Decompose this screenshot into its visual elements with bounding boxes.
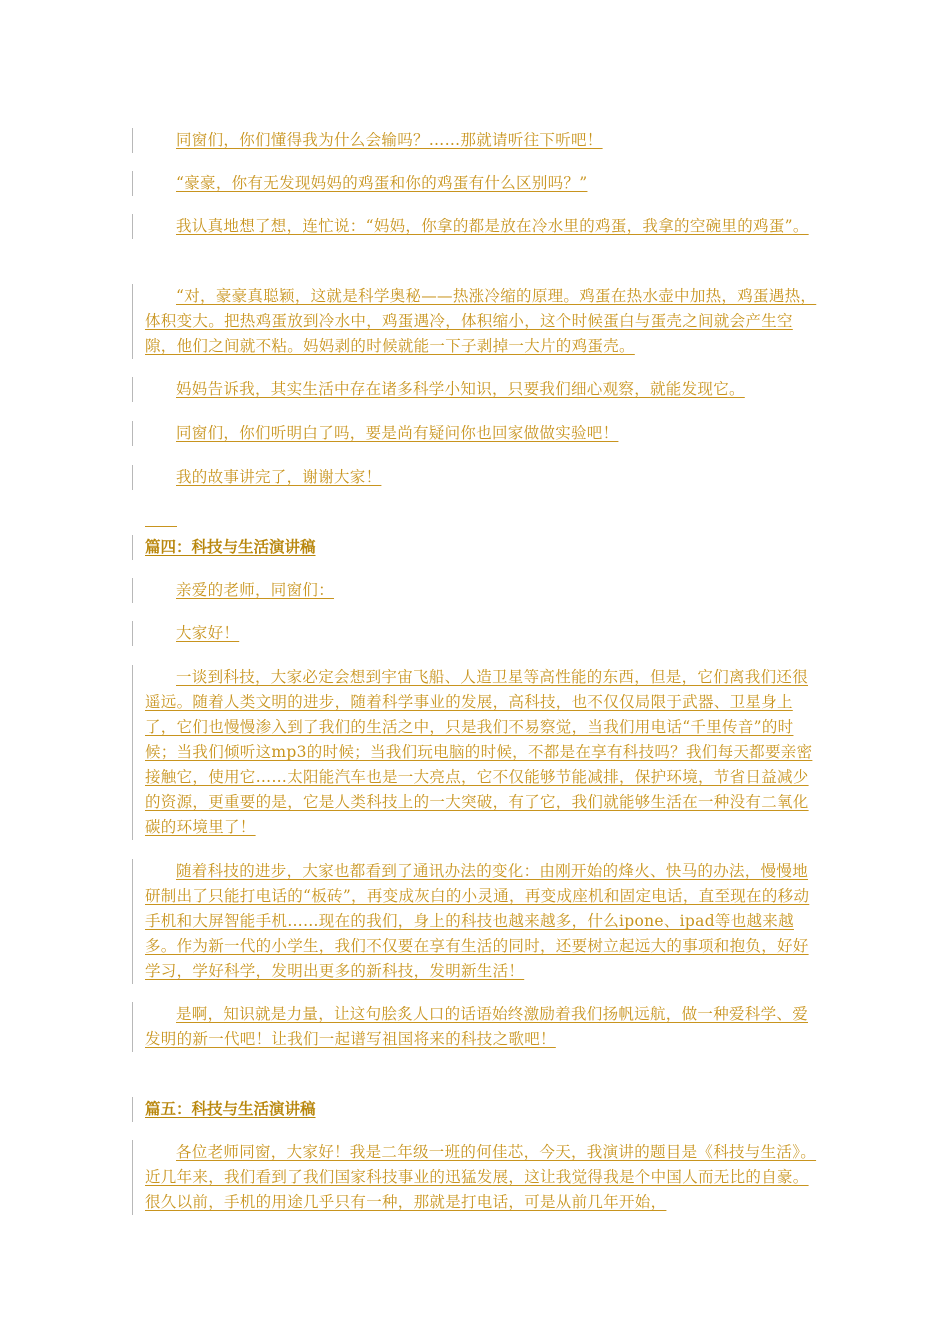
paragraph-text: 我认真地想了想，连忙说：“妈妈，你拿的都是放在冷水里的鸡蛋，我拿的空碗里的鸡蛋”。 xyxy=(176,217,809,235)
paragraph xyxy=(145,859,822,984)
paragraph-text: 同窗们，你们听明白了吗，要是尚有疑问你也回家做做实验吧！ xyxy=(176,424,619,442)
paragraph xyxy=(145,377,822,402)
section-heading-text: 篇四：科技与生活演讲稿 xyxy=(145,538,316,556)
paragraph-block xyxy=(132,214,822,239)
paragraph xyxy=(145,171,822,196)
paragraph-text: 妈妈告诉我，其实生活中存在诸多科学小知识，只要我们细心观察，就能发现它。 xyxy=(176,380,745,398)
section-divider xyxy=(145,526,177,527)
section-heading xyxy=(145,535,822,560)
paragraph-block xyxy=(132,284,822,359)
paragraph-block xyxy=(132,578,822,603)
paragraph xyxy=(145,421,822,446)
paragraph xyxy=(145,621,822,646)
paragraph xyxy=(145,578,822,603)
paragraph-text: 各位老师同窗，大家好！我是二年级一班的何佳芯，今天，我演讲的题目是《科技与生活》。近几年来，我们看到了我们国家科技事业的迅猛发展，这让我觉得我是个中国人而无比的自豪。很久以前，手机的用途几乎只有一种，那就是打电话，可是从前几年开始， xyxy=(145,1143,817,1211)
paragraph-block xyxy=(132,128,822,153)
paragraph-block xyxy=(132,859,822,984)
paragraph-block xyxy=(132,1002,822,1052)
paragraph-text: 亲爱的老师，同窗们： xyxy=(176,581,335,599)
section-heading-block xyxy=(132,535,822,560)
paragraph xyxy=(145,665,822,840)
paragraph xyxy=(145,1140,822,1215)
paragraph-text: “对，豪豪真聪颖，这就是科学奥秘——热涨冷缩的原理。鸡蛋在热水壶中加热，鸡蛋遇热，体积变大。把热鸡蛋放到冷水中，鸡蛋遇冷，体积缩小，这个时候蛋白与蛋壳之间就会产生空隙，他们之间就不粘。妈妈剥的时候就能一下子剥掉一大片的鸡蛋壳。 xyxy=(145,287,817,355)
paragraph-block xyxy=(132,665,822,840)
paragraph-block xyxy=(132,421,822,446)
paragraph xyxy=(145,465,822,490)
paragraph-text: “豪豪，你有无发现妈妈的鸡蛋和你的鸡蛋有什么区别吗？” xyxy=(176,174,588,192)
paragraph-text: 是啊，知识就是力量，让这句脍炙人口的话语始终激励着我们扬帆远航，做一种爱科学、爱发明的新一代吧！让我们一起谱写祖国将来的科技之歌吧！ xyxy=(145,1005,809,1048)
paragraph xyxy=(145,1002,822,1052)
paragraph-text: 随着科技的进步，大家也都看到了通讯办法的变化：由刚开始的烽火、快马的办法，慢慢地研制出了只能打电话的“板砖”，再变成灰白的小灵通，再变成座机和固定电话，直至现在的移动手机和大屏智能手机……现在的我们，身上的科技也越来越多，什么ipone、ipad等也越来越多。作为新一代的小学生，我们不仅要在享有生活的同时，还要树立起远大的事项和抱负，好好学习，学好科学，发明出更多的新科技，发明新生活！ xyxy=(145,862,810,980)
section-heading-text: 篇五：科技与生活演讲稿 xyxy=(145,1100,316,1118)
paragraph-text: 大家好！ xyxy=(176,624,240,642)
paragraph-text: 我的故事讲完了，谢谢大家！ xyxy=(176,468,382,486)
paragraph-block xyxy=(132,621,822,646)
paragraph xyxy=(145,128,822,153)
paragraph-block xyxy=(132,1140,822,1215)
paragraph xyxy=(145,214,822,239)
paragraph-block xyxy=(132,377,822,402)
paragraph-text: 一谈到科技，大家必定会想到宇宙飞船、人造卫星等高性能的东西，但是，它们离我们还很遥远。随着人类文明的进步，随着科学事业的发展，高科技，也不仅仅局限于武器、卫星身上了，它们也慢慢渗入到了我们的生活之中，只是我们不易察觉，当我们用电话“千里传音”的时候；当我们倾听这mp3的时候；当我们玩电脑的时候，不都是在享有科技吗？我们每天都要亲密接触它，使用它……太阳能汽车也是一大亮点，它不仅能够节能减排，保护环境，节省日益减少的资源，更重要的是，它是人类科技上的一大突破，有了它，我们就能够生活在一种没有二氧化碳的环境里了！ xyxy=(145,668,813,836)
paragraph-block xyxy=(132,465,822,490)
paragraph xyxy=(145,284,822,359)
section-heading-block xyxy=(132,1097,822,1122)
paragraph-text: 同窗们，你们懂得我为什么会输吗？……那就请听往下听吧！ xyxy=(176,131,603,149)
paragraph-block xyxy=(132,171,822,196)
section-heading xyxy=(145,1097,822,1122)
